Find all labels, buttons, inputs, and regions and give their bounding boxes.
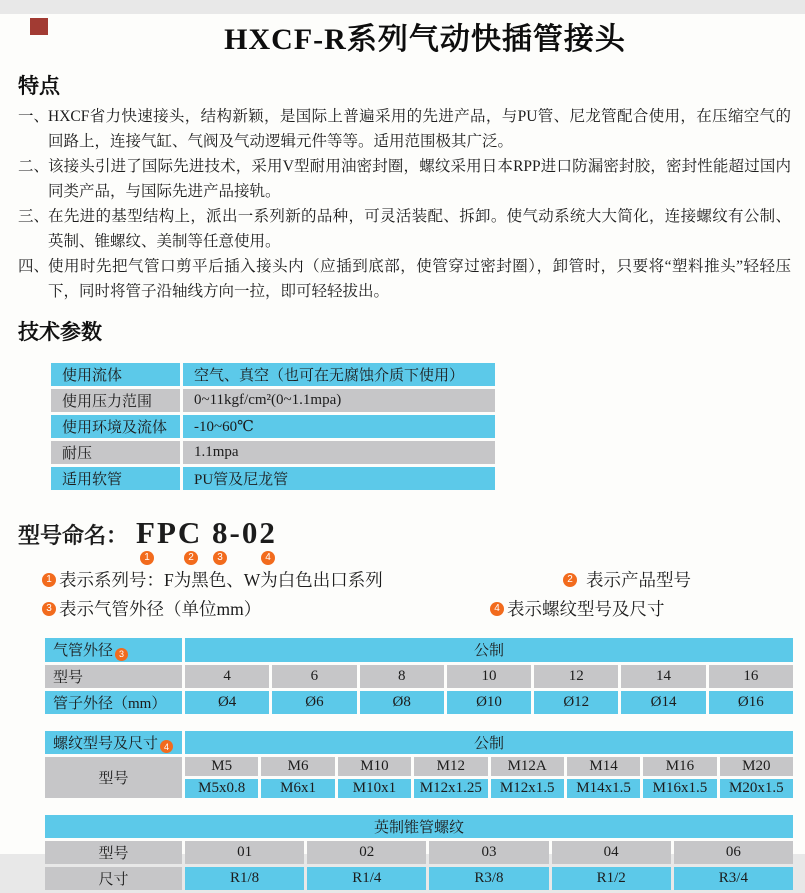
table-row bbox=[51, 467, 495, 490]
table-row bbox=[45, 841, 793, 864]
model-code: FPC 8-02 bbox=[136, 515, 277, 550]
table-row bbox=[45, 867, 793, 890]
diameter-cell: Ø16 bbox=[709, 691, 793, 714]
group-header: 公制 bbox=[185, 731, 793, 755]
model-cell: M12 bbox=[414, 757, 487, 776]
legend-item-1 bbox=[42, 567, 383, 592]
model-cell: 6 bbox=[272, 665, 356, 688]
feature-text: 在先进的基型结构上，派出一系列新的品种，可灵活装配、拆卸。使气动系统大大简化，连接螺纹有公制、英制、锥螺纹、美制等任意使用。 bbox=[48, 208, 791, 250]
size-cell: M10x1 bbox=[338, 779, 411, 798]
model-cell: M14 bbox=[567, 757, 640, 776]
param-value: PU管及尼龙管 bbox=[183, 467, 495, 490]
row-label: 管子外径（mm） bbox=[45, 691, 182, 714]
legend-item-3 bbox=[42, 596, 261, 621]
feature-item bbox=[0, 254, 805, 304]
row-label: 型号 bbox=[45, 665, 182, 688]
table-row bbox=[51, 389, 495, 412]
model-cell: 4 bbox=[185, 665, 269, 688]
thread-size-table bbox=[42, 728, 796, 802]
legend-text: 表示产品型号 bbox=[586, 570, 691, 590]
size-cell: R3/4 bbox=[674, 867, 793, 890]
marker-1-icon: 1 bbox=[42, 573, 56, 587]
page-title: HXCF-R系列气动快插管接头 bbox=[224, 23, 626, 56]
legend-text: 表示螺纹型号及尺寸 bbox=[507, 599, 665, 619]
model-cell: M20 bbox=[720, 757, 793, 776]
diameter-cell: Ø10 bbox=[447, 691, 531, 714]
param-label: 耐压 bbox=[51, 441, 180, 464]
marker-3-icon: 3 bbox=[115, 648, 128, 661]
table-row bbox=[45, 757, 793, 776]
size-cell: R1/2 bbox=[552, 867, 671, 890]
model-cell: M5 bbox=[185, 757, 258, 776]
model-cell: 14 bbox=[621, 665, 705, 688]
page-corner-mark bbox=[30, 18, 48, 35]
model-naming-heading: 型号命名： bbox=[18, 523, 129, 548]
model-cell: 02 bbox=[307, 841, 426, 864]
table-row bbox=[45, 665, 793, 688]
model-naming-section bbox=[18, 515, 805, 565]
diameter-cell: Ø12 bbox=[534, 691, 618, 714]
table-row bbox=[45, 731, 793, 755]
marker-3-icon: 3 bbox=[213, 551, 227, 565]
model-cell: 10 bbox=[447, 665, 531, 688]
diameter-cell: Ø8 bbox=[360, 691, 444, 714]
row-label: 型号 bbox=[45, 757, 182, 798]
model-cell: 03 bbox=[429, 841, 548, 864]
model-cell: 04 bbox=[552, 841, 671, 864]
size-cell: M12x1.25 bbox=[414, 779, 487, 798]
tech-params-heading: 技术参数 bbox=[18, 321, 102, 344]
feature-text: 使用时先把气管口剪平后插入接头内（应插到底部，使管穿过密封圈），卸管时，只要将“塑料推头”轻轻压下，同时将管子沿轴线方向一拉，即可轻轻拔出。 bbox=[48, 258, 791, 300]
marker-4-icon: 4 bbox=[261, 551, 275, 565]
size-cell: M20x1.5 bbox=[720, 779, 793, 798]
feature-number: 一、 bbox=[18, 108, 50, 125]
size-cell: M12x1.5 bbox=[491, 779, 564, 798]
features-list bbox=[0, 104, 805, 304]
model-naming-legend bbox=[42, 565, 805, 623]
feature-number: 三、 bbox=[18, 208, 50, 225]
model-cell: M12A bbox=[491, 757, 564, 776]
param-label: 使用环境及流体 bbox=[51, 415, 180, 438]
model-cell: M10 bbox=[338, 757, 411, 776]
param-value: 1.1mpa bbox=[183, 441, 495, 464]
param-value: 空气、真空（也可在无腐蚀介质下使用） bbox=[183, 363, 495, 386]
size-cell: M16x1.5 bbox=[643, 779, 716, 798]
row-label: 尺寸 bbox=[45, 867, 182, 890]
model-cell: 01 bbox=[185, 841, 304, 864]
param-label: 适用软管 bbox=[51, 467, 180, 490]
table-row bbox=[45, 691, 793, 714]
param-value: -10~60℃ bbox=[183, 415, 495, 438]
model-cell: 16 bbox=[709, 665, 793, 688]
param-label: 使用压力范围 bbox=[51, 389, 180, 412]
marker-1-icon: 1 bbox=[140, 551, 154, 565]
diameter-cell: Ø6 bbox=[272, 691, 356, 714]
legend-item-2 bbox=[563, 567, 691, 592]
param-value: 0~11kgf/cm²(0~1.1mpa) bbox=[183, 389, 495, 412]
diameter-cell: Ø14 bbox=[621, 691, 705, 714]
bsp-table-header: 英制锥管螺纹 bbox=[45, 815, 793, 838]
table-row bbox=[45, 815, 793, 838]
param-label: 使用流体 bbox=[51, 363, 180, 386]
marker-4-icon: 4 bbox=[490, 602, 504, 616]
model-cell: 12 bbox=[534, 665, 618, 688]
table-row bbox=[51, 441, 495, 464]
diameter-cell: Ø4 bbox=[185, 691, 269, 714]
table-row bbox=[51, 415, 495, 438]
feature-text: HXCF省力快速接头，结构新颖，是国际上普遍采用的先进产品，与PU管、尼龙管配合使用，在压缩空气的回路上，连接气缸、气阀及气动逻辑元件等等。适用范围极其广泛。 bbox=[48, 108, 791, 150]
legend-text: 表示气管外径（单位mm） bbox=[59, 599, 262, 619]
features-heading: 特点 bbox=[18, 75, 60, 98]
tube-od-table bbox=[42, 635, 796, 717]
marker-2-icon: 2 bbox=[184, 551, 198, 565]
row-label: 型号 bbox=[45, 841, 182, 864]
size-cell: R1/8 bbox=[185, 867, 304, 890]
thread-table-label: 螺纹型号及尺寸 4 bbox=[45, 731, 182, 755]
feature-item bbox=[0, 204, 805, 254]
marker-4-icon: 4 bbox=[160, 740, 173, 753]
size-cell: M6x1 bbox=[261, 779, 334, 798]
table-row bbox=[45, 638, 793, 662]
legend-text: 表示系列号：F为黑色、W为白色出口系列 bbox=[59, 570, 383, 590]
model-cell: M6 bbox=[261, 757, 334, 776]
model-cell: 8 bbox=[360, 665, 444, 688]
bsp-thread-table bbox=[42, 812, 796, 893]
size-cell: R1/4 bbox=[307, 867, 426, 890]
tube-table-label: 气管外径 3 bbox=[45, 638, 182, 662]
feature-item bbox=[0, 104, 805, 154]
feature-number: 四、 bbox=[18, 258, 50, 275]
legend-item-4 bbox=[490, 596, 665, 621]
catalog-page bbox=[0, 14, 805, 888]
tech-params-table bbox=[48, 360, 498, 493]
marker-3-icon: 3 bbox=[42, 602, 56, 616]
group-header: 公制 bbox=[185, 638, 793, 662]
size-cell: M14x1.5 bbox=[567, 779, 640, 798]
table-row bbox=[51, 363, 495, 386]
marker-2-icon: 2 bbox=[563, 573, 577, 587]
feature-item bbox=[0, 154, 805, 204]
feature-number: 二、 bbox=[18, 158, 50, 175]
size-cell: M5x0.8 bbox=[185, 779, 258, 798]
feature-text: 该接头引进了国际先进技术，采用V型耐用油密封圈，螺纹采用日本RPP进口防漏密封胶，密封性能超过国内同类产品，与国际先进产品接轨。 bbox=[48, 158, 791, 200]
model-cell: M16 bbox=[643, 757, 716, 776]
model-cell: 06 bbox=[674, 841, 793, 864]
size-cell: R3/8 bbox=[429, 867, 548, 890]
